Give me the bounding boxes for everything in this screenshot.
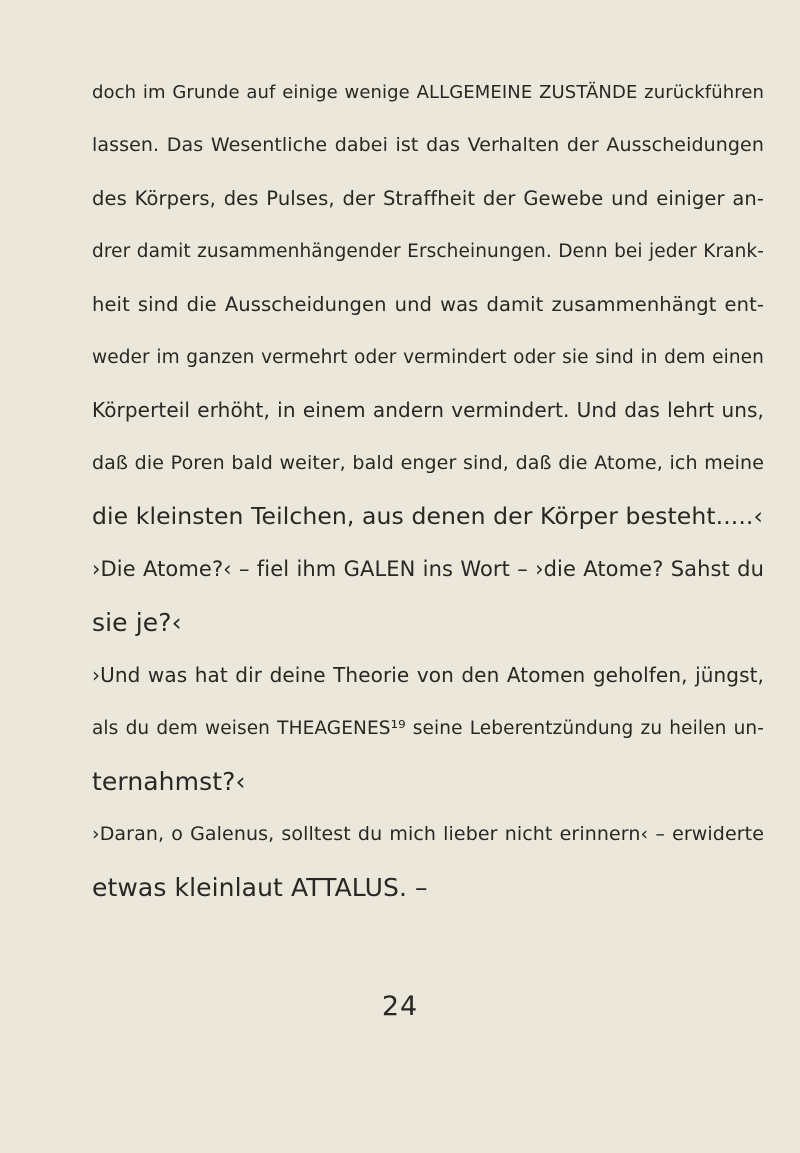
text-line: als du dem weisen THEAGENES¹⁹ seine Leberentzündung zu heilen un- bbox=[92, 718, 764, 739]
text-line: weder im ganzen vermehrt oder vermindert oder sie sind in dem einen bbox=[92, 347, 764, 368]
text-line: Körperteil erhöht, in einem andern vermindert. Und das lehrt uns, bbox=[92, 398, 764, 422]
text-line: doch im Grunde auf einige wenige ALLGEMEINE ZUSTÄNDE zurückführen bbox=[92, 82, 764, 103]
body-text bbox=[92, 66, 764, 914]
text-line: des Körpers, des Pulses, der Straffheit der Gewebe und einiger an- bbox=[92, 187, 764, 210]
text-line: ternahmst?‹ bbox=[92, 767, 246, 796]
text-line: die kleinsten Teilchen, aus denen der Körper besteht.....‹ bbox=[92, 502, 763, 530]
text-line: etwas kleinlaut ATTALUS. – bbox=[92, 873, 428, 902]
text-line: ›Die Atome?‹ – fiel ihm GALEN ins Wort – ›die Atome? Sahst du bbox=[92, 557, 764, 581]
text-line: ›Daran, o Galenus, solltest du mich lieber nicht erinnern‹ – erwiderte bbox=[92, 823, 764, 845]
text-line: sie je?‹ bbox=[92, 608, 182, 637]
page-number: 24 bbox=[381, 991, 419, 1022]
text-line: drer damit zusammenhängender Erscheinungen. Denn bei jeder Krank- bbox=[92, 241, 764, 262]
text-line: ›Und was hat dir deine Theorie von den Atomen geholfen, jüngst, bbox=[92, 663, 764, 687]
text-line: lassen. Das Wesentliche dabei ist das Verhalten der Ausscheidungen bbox=[92, 134, 764, 156]
text-line: daß die Poren bald weiter, bald enger sind, daß die Atome, ich meine bbox=[92, 452, 764, 474]
text-line: heit sind die Ausscheidungen und was damit zusammenhängt ent- bbox=[92, 293, 764, 316]
